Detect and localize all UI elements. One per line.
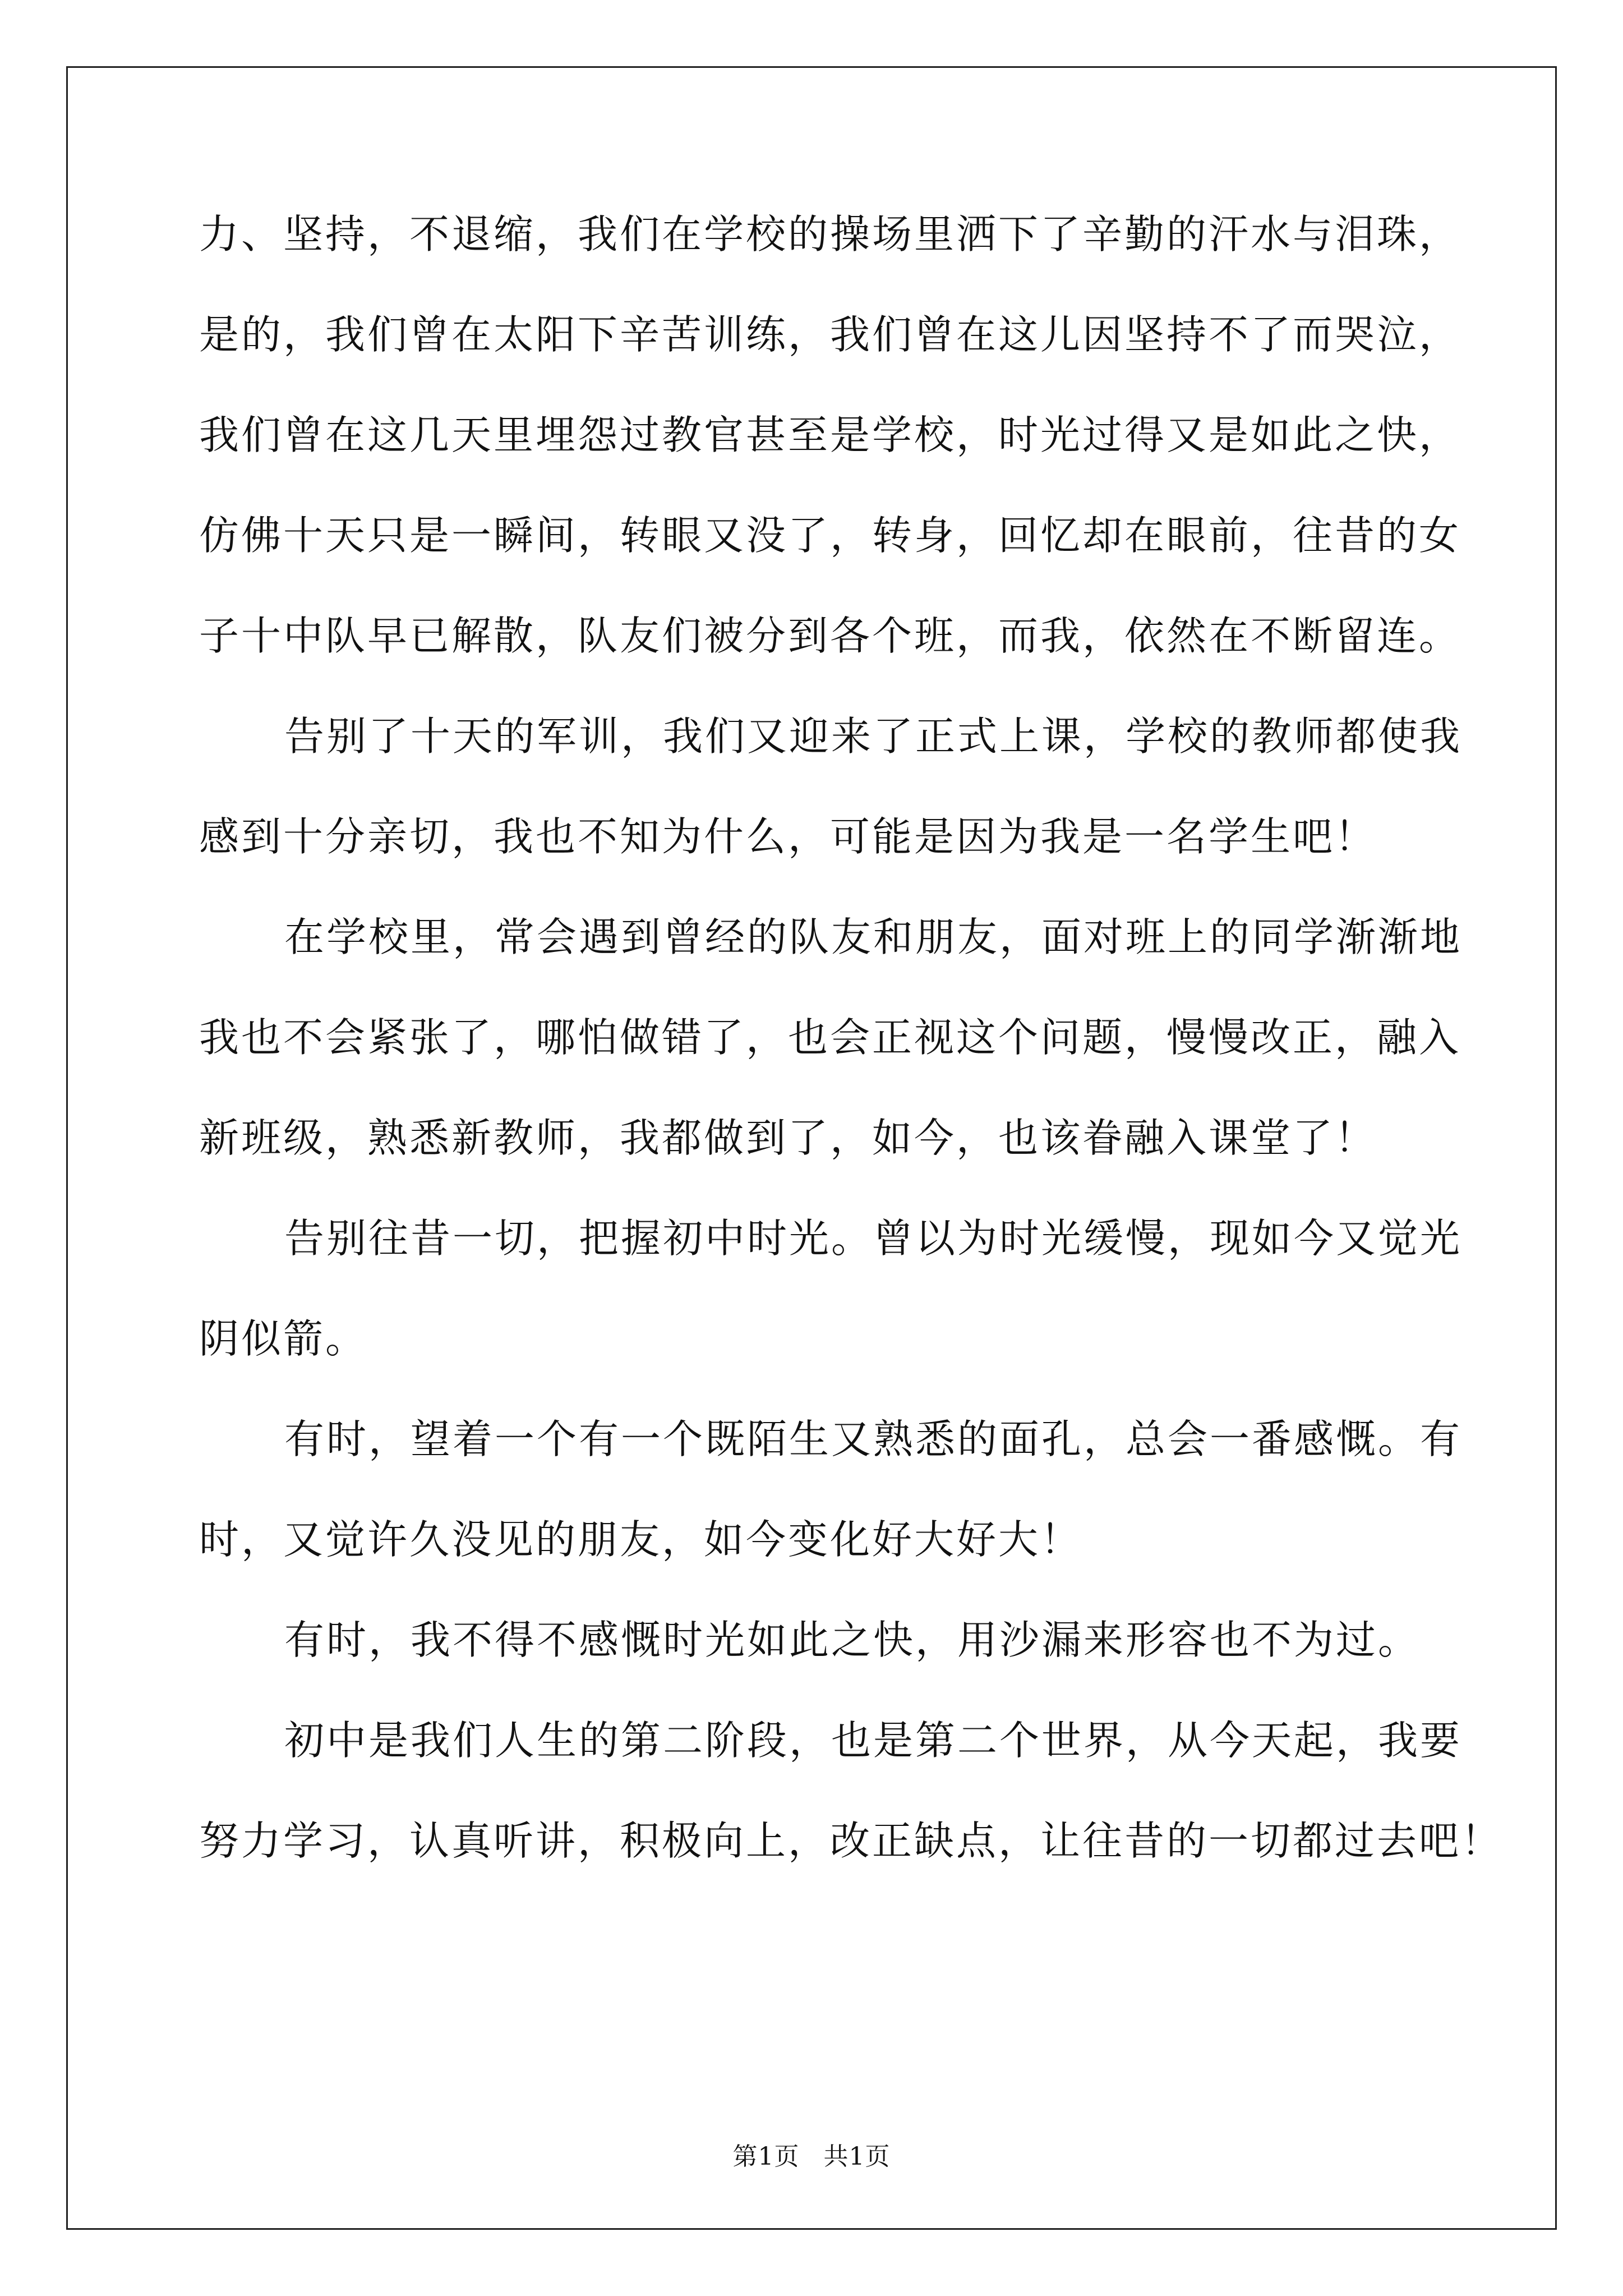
text-line: 阴似箭。 xyxy=(199,1315,368,1362)
text-line: 告别了十天的军训，我们又迎来了正式上课，学校的教师都使我 xyxy=(284,713,1463,760)
text-line: 我们曾在这几天里埋怨过教官甚至是学校，时光过得又是如此之快， xyxy=(199,412,1461,458)
text-line: 在学校里，常会遇到曾经的队友和朋友，面对班上的同学渐渐地 xyxy=(284,914,1463,960)
text-line: 时，又觉许久没见的朋友，如今变化好大好大！ xyxy=(199,1516,1083,1563)
text-line: 感到十分亲切，我也不知为什么，可能是因为我是一名学生吧！ xyxy=(199,813,1377,860)
text-line: 子十中队早已解散，队友们被分到各个班，而我，依然在不断留连。 xyxy=(199,613,1461,659)
text-line: 有时，望着一个有一个既陌生又熟悉的面孔，总会一番感慨。有 xyxy=(284,1416,1463,1462)
page-total: 共1页 xyxy=(823,2142,891,2171)
text-line: 有时，我不得不感慨时光如此之快，用沙漏来形容也不为过。 xyxy=(284,1617,1421,1663)
text-line: 初中是我们人生的第二阶段，也是第二个世界，从今天起，我要 xyxy=(284,1717,1463,1764)
document-body xyxy=(199,211,1504,1925)
text-line: 仿佛十天只是一瞬间，转眼又没了，转身，回忆却在眼前，往昔的女 xyxy=(199,512,1461,559)
text-line: 新班级，熟悉新教师，我都做到了，如今，也该眷融入课堂了！ xyxy=(199,1115,1377,1161)
text-line: 我也不会紧张了，哪怕做错了，也会正视这个问题，慢慢改正，融入 xyxy=(199,1014,1461,1061)
text-line: 告别往昔一切，把握初中时光。曾以为时光缓慢，现如今又觉光 xyxy=(284,1215,1463,1262)
text-line: 力、坚持，不退缩，我们在学校的操场里洒下了辛勤的汗水与泪珠， xyxy=(199,211,1461,257)
page-footer xyxy=(0,2136,1623,2172)
page-number: 第1页 xyxy=(732,2142,800,2171)
text-line: 努力学习，认真听讲，积极向上，改正缺点，让往昔的一切都过去吧！ xyxy=(199,1818,1504,1864)
text-line: 是的，我们曾在太阳下辛苦训练，我们曾在这儿因坚持不了而哭泣， xyxy=(199,311,1461,358)
